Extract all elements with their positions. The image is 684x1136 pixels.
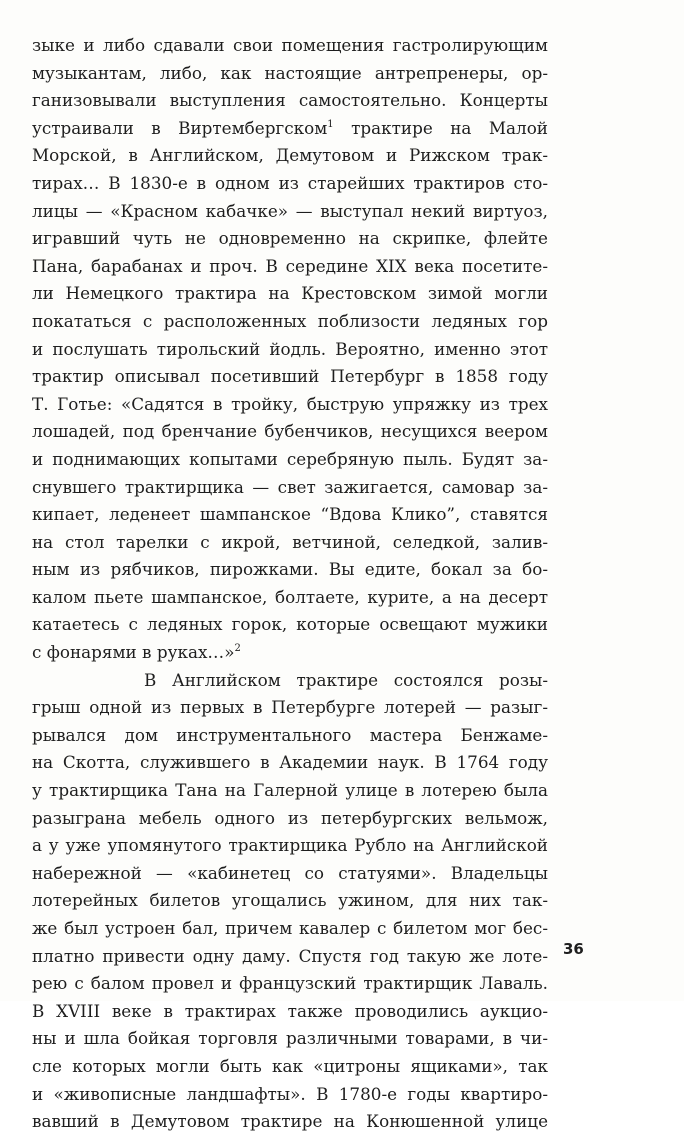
text-line: ным из рябчиков, пирожками. Вы едите, бокал за бо-	[32, 559, 548, 580]
page-number: 36	[563, 940, 584, 958]
text-line: набережной — «кабинетец со статуями». Владельцы	[32, 862, 548, 883]
text-line: на Скотта, служившего в Академии наук. В 1764 году	[32, 752, 548, 773]
text-line: на стол тарелки с икрой, ветчиной, селедкой, залив-	[32, 531, 548, 552]
text-line: ны и шла бойкая торговля различными товарами, в чи-	[32, 1028, 548, 1049]
text-line: и «живописные ландшафты». В 1780-е годы квартиро-	[32, 1083, 548, 1104]
text-line: покататься с расположенных поблизости ледяных гор	[32, 310, 548, 331]
text-line: В Английском трактире состоялся розы-	[144, 669, 548, 690]
text-line: катаетесь с ледяных горок, которые освещают мужики	[32, 614, 548, 635]
text-line: и послушать тирольский йодль. Вероятно, именно этот	[32, 338, 548, 359]
text-line: сле которых могли быть как «цитроны ящиками», так	[32, 1055, 548, 1076]
text-line: ли Немецкого трактира на Крестовском зимой могли	[32, 283, 548, 304]
text-line: музыкантам, либо, как настоящие антрепренеры, ор-	[32, 62, 548, 83]
text-line: лотерейных билетов угощались ужином, для них так-	[32, 890, 548, 911]
footnote-ref[interactable]: 1	[327, 118, 334, 130]
text-line: же был устроен бал, причем кавалер с билетом мог бес-	[32, 918, 548, 938]
text-line: зыке и либо сдавали свои помещения гастролирующим	[32, 35, 548, 55]
text-line: вавший в Демутовом трактире на Конюшенной улице	[32, 1111, 548, 1132]
text-line: рею с балом провел и французский трактирщик Лаваль.	[32, 973, 548, 994]
body-text	[32, 32, 548, 1136]
text-line: трактир описывал посетивший Петербург в 1858 году	[32, 366, 548, 387]
text-line: Пана, барабанах и проч. В середине XIX века посетите-	[32, 255, 548, 276]
text-line: грыш одной из первых в Петербурге лотерей — разыг-	[32, 697, 548, 718]
text-line: платно привести одну даму. Спустя год такую же лоте-	[32, 945, 548, 966]
text-line: разыграна мебель одного из петербургских вельмож,	[32, 807, 548, 828]
text-line: В XVIII веке в трактирах также проводились аукцио-	[32, 1000, 548, 1021]
text-line: Т. Готье: «Садятся в тройку, быструю упряжку из трех	[32, 393, 548, 414]
text-line: у трактирщика Тана на Галерной улице в лотерею была	[32, 780, 548, 801]
text-line: лицы — «Красном кабачке» — выступал некий виртуоз,	[32, 200, 548, 221]
text-line: тирах… В 1830-е в одном из старейших трактиров сто-	[32, 172, 548, 193]
text-fragment: трактире на Малой	[333, 117, 548, 138]
text-line: снувшего трактирщика — свет зажигается, самовар за-	[32, 476, 548, 497]
text-line: ганизовывали выступления самостоятельно. Концерты	[32, 90, 548, 111]
text-line: рывался дом инструментального мастера Бенжаме-	[32, 724, 548, 745]
text-fragment: с фонарями в руках…»	[32, 642, 235, 663]
text-line: калом пьете шампанское, болтаете, курите, а на десерт	[32, 586, 548, 607]
text-fragment: устраивали в Виртембергском	[32, 117, 328, 138]
text-line: и поднимающих копытами серебряную пыль. Будят за-	[32, 448, 548, 469]
text-line: игравший чуть не одновременно на скрипке, флейте	[32, 228, 548, 249]
text-line: кипает, леденеет шампанское “Вдова Клико”, ставятся	[32, 504, 548, 525]
footnote-ref[interactable]: 2	[234, 643, 241, 655]
text-line	[32, 639, 548, 667]
text-line: а у уже упомянутого трактирщика Рубло на Английской	[32, 835, 548, 856]
text-line: лошадей, под бренчание бубенчиков, несущихся веером	[32, 421, 548, 442]
text-line: Морской, в Английском, Демутовом и Рижском трак-	[32, 145, 548, 166]
text-line	[32, 115, 548, 143]
